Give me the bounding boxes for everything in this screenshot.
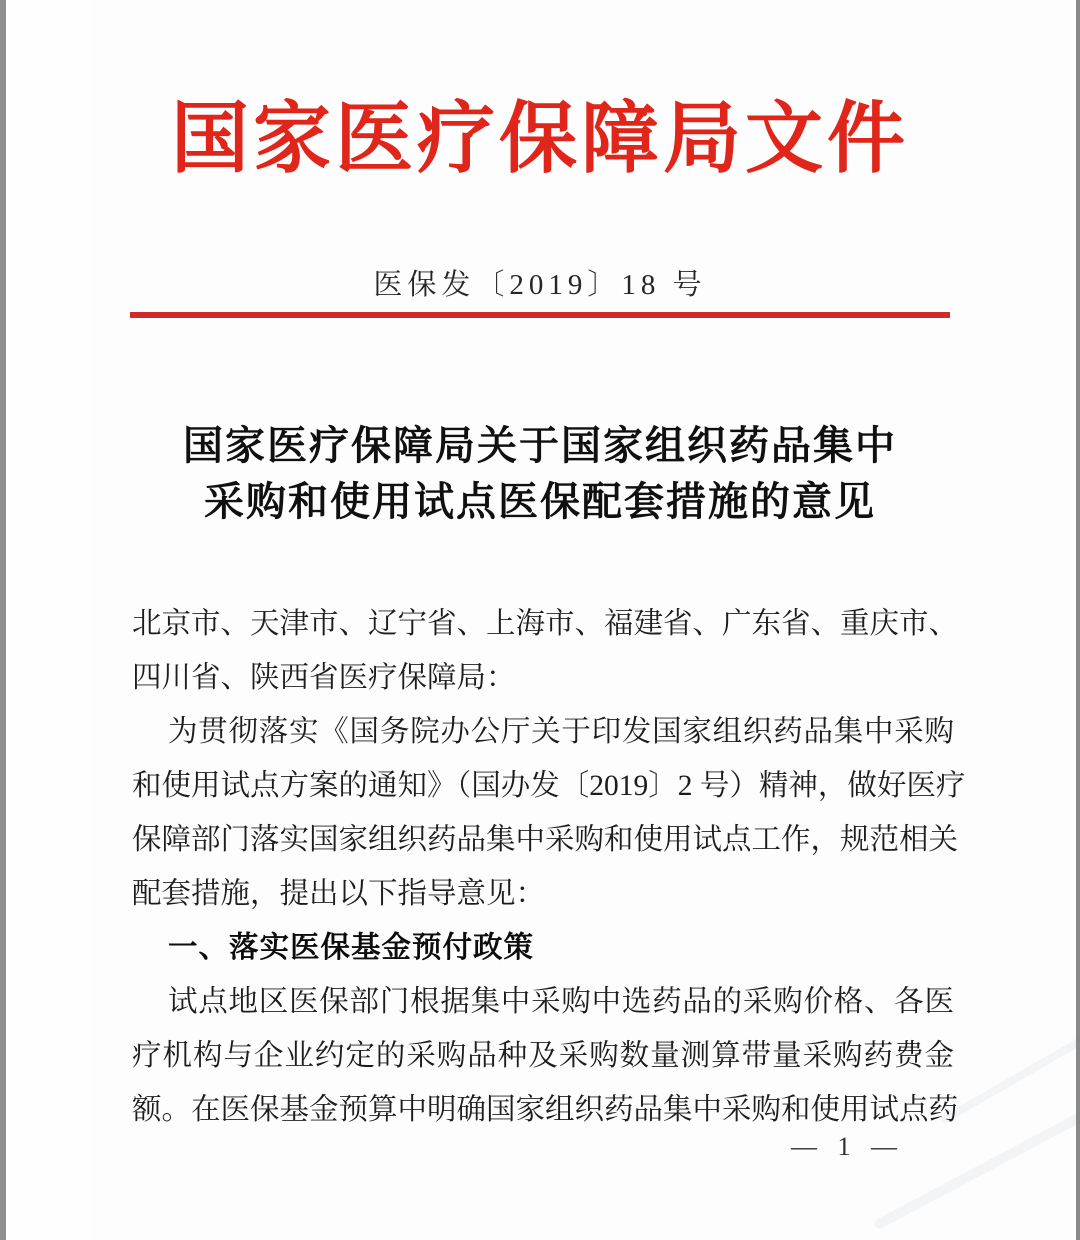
body-line: 配套措施，提出以下指导意见：: [132, 878, 546, 910]
body-line: 四川省、陕西省医疗保障局：: [132, 662, 516, 694]
page-number: — 1 —: [791, 1132, 904, 1161]
document-number: 医保发〔2019〕18 号: [373, 269, 707, 301]
section-heading: 一、落实医保基金预付政策: [168, 932, 535, 964]
body-line: 保障部门落实国家组织药品集中采购和使用试点工作，规范相关: [132, 824, 959, 856]
body-line: 额。在医保基金预算中明确国家组织药品集中采购和使用试点药: [132, 1094, 959, 1126]
document-title: [0, 418, 1080, 530]
scan-artifact: [940, 1028, 1080, 1125]
body-text: [132, 597, 966, 1137]
agency-header-title: 国家医疗保障局文件: [170, 95, 909, 182]
body-line: 疗机构与企业约定的采购品种及采购数量测算带量采购药费金: [132, 1040, 954, 1072]
body-line: 试点地区医保部门根据集中采购中选药品的采购价格、各医: [168, 986, 954, 1018]
document-title-line1: 国家医疗保障局关于国家组织药品集中: [183, 423, 897, 468]
body-line: 和使用试点方案的通知》（国办发〔2019〕2 号）精神，做好医疗: [132, 770, 966, 802]
document-title-line2: 采购和使用试点医保配套措施的意见: [204, 479, 876, 524]
red-divider-rule: [130, 312, 950, 318]
body-line: 北京市、天津市、辽宁省、上海市、福建省、广东省、重庆市、: [132, 608, 959, 640]
body-line: 为贯彻落实《国务院办公厅关于印发国家组织药品集中采购: [168, 716, 954, 748]
